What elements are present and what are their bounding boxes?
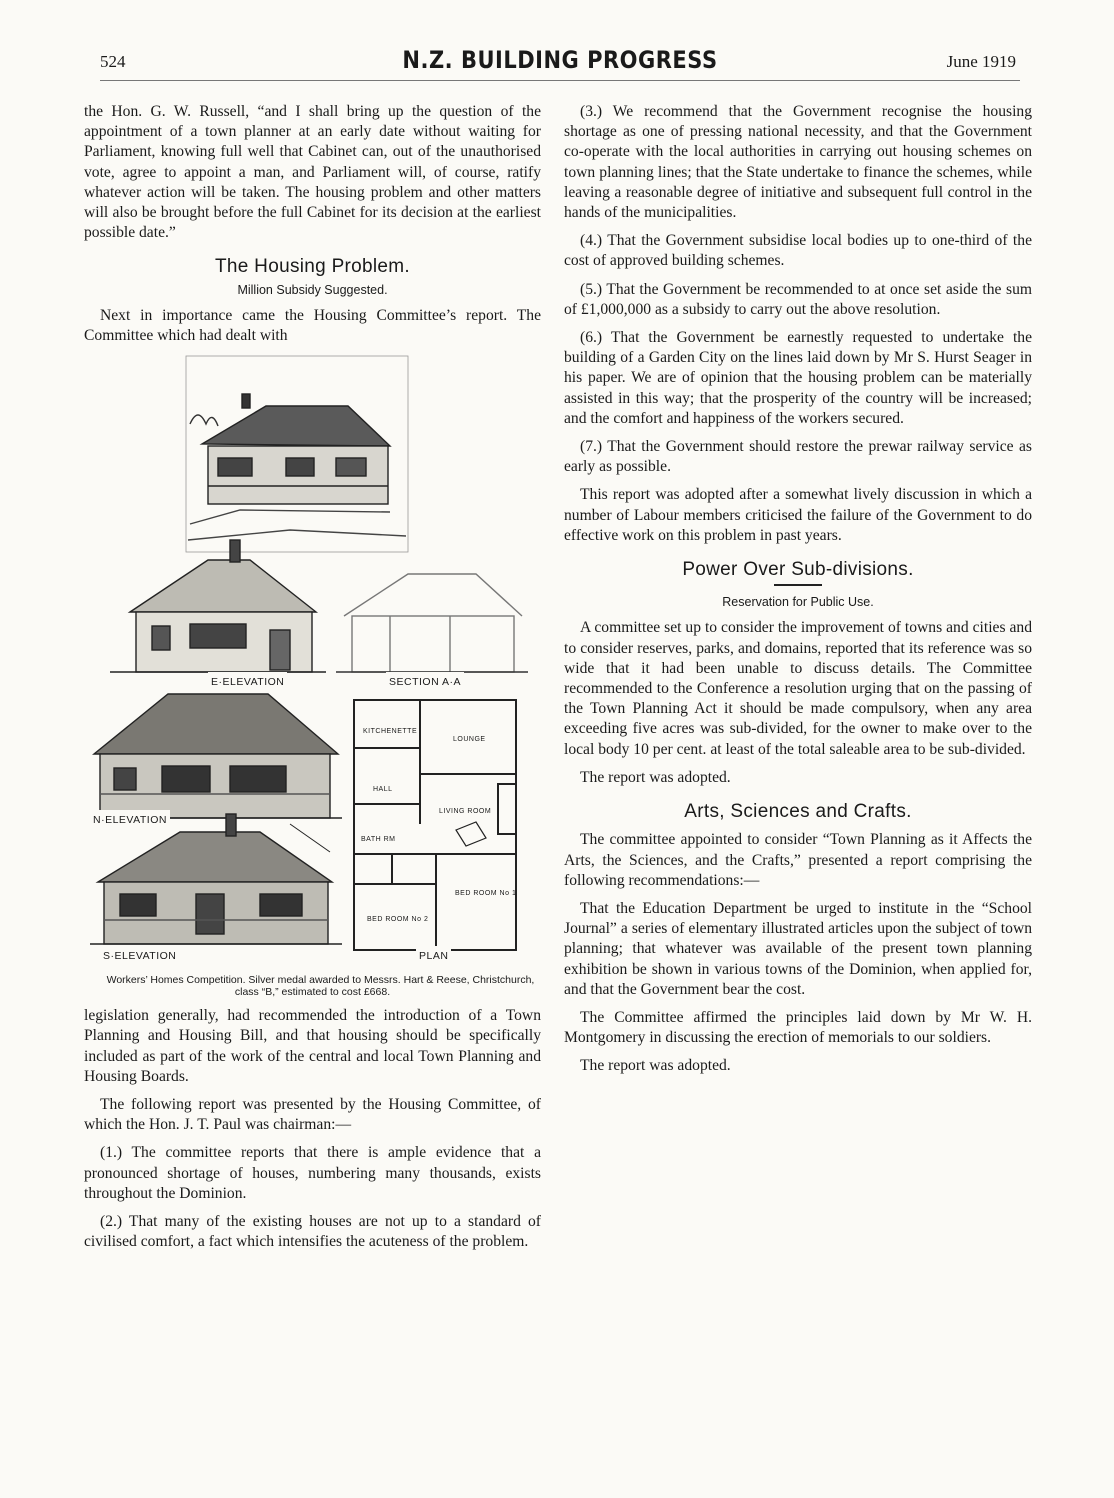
n-elevation-label: N·ELEVATION [90, 810, 170, 830]
lounge-label: LOUNGE [453, 736, 486, 744]
east-elevation [110, 540, 326, 672]
paragraph-education: That the Education Department be urged to institute in the “School Journal” a series of elementary illustrated articles upon the subject of town planning; that whatever was available of the present town planning exhibition be shown in various towns of the Dominion, when applied for, and that the Government bear the cost. [564, 899, 1032, 998]
power-heading: Power Over Sub-divisions. [682, 559, 914, 581]
paragraph-3: (3.) We recommend that the Government recognise the housing shortage as one of pressing national necessity, and that the Government co-operate with the local authorities in carrying out housing schemes on town planning lines; that the State undertake to finance the schemes, while leaving a reasonable degree of initiative and subsequent full control in the hands of the municipalities. [564, 103, 1032, 222]
paragraph-adopted-2: The report was adopted. [580, 768, 731, 786]
bath-room-label: BATH RM [361, 836, 396, 844]
paragraph-adopted-3: The report was adopted. [580, 1057, 731, 1075]
bed-room-2-label: BED ROOM No 2 [367, 916, 429, 924]
perspective-sketch [188, 394, 406, 540]
figure-caption: Workers’ Homes Competition. Silver medal awarded to Messrs. Hart & Reese, Christchurch, class “B,” estimated to cost £668. [106, 974, 535, 999]
e-elevation-label: E·ELEVATION [208, 672, 287, 692]
house-drawings-svg [90, 354, 536, 974]
paragraph-next: Next in importance came the Housing Committee’s report. The Committee which had dealt with [84, 306, 541, 345]
heading-rule [774, 584, 822, 586]
page-number: 524 [100, 52, 126, 71]
page-header [100, 44, 1020, 81]
paragraph-5: (5.) That the Government be recommended to at once set aside the sum of £1,000,000 as a subsidy to carry out the above resolution. [564, 280, 1032, 318]
section-aa [336, 574, 528, 672]
living-room-label: LIVING ROOM [439, 808, 492, 816]
paragraph-legislation: legislation generally, had recommended the introduction of a Town Planning and Housing Bill, and that housing should be specifically included as part of the work of the central and local Town Planning and Housing Boards. [84, 1007, 541, 1085]
left-column [84, 102, 541, 1260]
north-elevation [90, 694, 342, 818]
plan-label: PLAN [416, 946, 451, 966]
paragraph-4: (4.) That the Government subsidise local bodies up to one-third of the cost of approved building schemes. [564, 232, 1032, 270]
housing-subheading: Million Subsidy Suggested. [237, 282, 388, 297]
paragraph-intro: the Hon. G. W. Russell, “and I shall bring up the question of the appointment of a town planner at an early date without waiting for Parliament, knowing full well that Cabinet can, out of the unauthorised vote, agree to appoint a man, and Parliament will, of course, ratify whatever action will be taken. The housing problem and other matters will also be brought before the full Cabinet for its decision at the earliest possible date.” [84, 103, 541, 242]
paragraph-1: (1.) The committee reports that there is ample evidence that a pronounced shortage of houses, numbering many thousands, exists throughout the Dominion. [84, 1144, 541, 1202]
publication-title: N.Z. BUILDING PROGRESS [402, 46, 718, 74]
paragraph-arts: The committee appointed to consider “Town Planning as it Affects the Arts, the Sciences, and the Crafts,” presented a report comprising the following recommendations:— [564, 831, 1032, 889]
arts-heading: Arts, Sciences and Crafts. [684, 801, 912, 823]
paragraph-2: (2.) That many of the existing houses are not up to a standard of civilised comfort, a fact which intensifies the acuteness of the problem. [84, 1213, 541, 1251]
right-column [564, 102, 1032, 1085]
kitchenette-label: KITCHENETTE [363, 728, 418, 736]
bed-room-1-label: BED ROOM No 1 [455, 890, 517, 898]
house-plans-figure [90, 354, 536, 974]
housing-heading: The Housing Problem. [214, 256, 411, 278]
power-subheading: Reservation for Public Use. [722, 595, 874, 610]
paragraph-following: The following report was presented by the Housing Committee, of which the Hon. J. T. Paul was chairman:— [84, 1096, 541, 1134]
paragraph-committee: A committee set up to consider the improvement of towns and cities and to consider reserves, parks, and domains, reported that its reference was so wide that it had been unable to discuss details. The Committee recommended to the Conference a resolution urging that on the passing of the Town Planning Act it should be made compulsory, when any area exceeding five acres was sub-divided, for the owner to make over to the local body 10 per cent. at least of the total saleable area to be sub-divided. [564, 619, 1032, 758]
section-label: SECTION A·A [386, 672, 464, 692]
paragraph-affirmed: The Committee affirmed the principles laid down by Mr W. H. Montgomery in discussing the erection of memorials to our soldiers. [564, 1008, 1032, 1047]
paragraph-7: (7.) That the Government should restore the prewar railway service as early as possible. [564, 438, 1032, 476]
paragraph-6: (6.) That the Government be earnestly requested to undertake the building of a Garden City on the lines laid down by Mr S. Hurst Seager in his paper. We are of opinion that the housing problem can be materially assisted in this way; that the prosperity of the country will be increased; and the comfort and happiness of the workers secured. [564, 329, 1032, 427]
s-elevation-label: S·ELEVATION [100, 946, 179, 966]
hall-label: HALL [373, 786, 393, 794]
issue-date: June 1919 [946, 52, 1016, 71]
paragraph-adopted-1: This report was adopted after a somewhat lively discussion in which a number of Labour members criticised the failure of the Government to do effective work on this problem in past years. [564, 486, 1032, 544]
